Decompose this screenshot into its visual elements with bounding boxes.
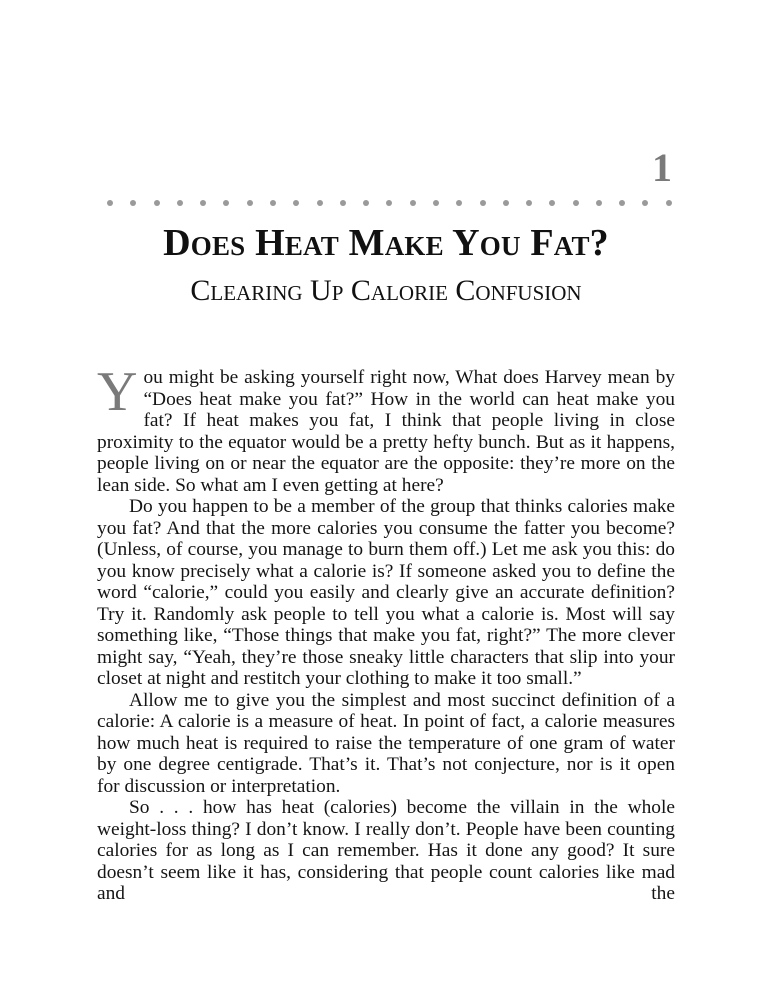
rule-dot [433,200,439,206]
rule-dot [317,200,323,206]
chapter-body [97,361,675,905]
rule-dot [642,200,648,206]
paragraph-3: Allow me to give you the simplest and most succinct definition of a calorie: A calorie is a measure of heat. In point of fact, a calorie measures how much heat is required to raise the temperature of one gram of water by one degree centigrade. That’s it. That’s not conjecture, nor is it open for discussion or interpretation. [97,689,675,797]
rule-dot [293,200,299,206]
paragraph-4: So . . . how has heat (calories) become the villain in the whole weight-loss thing? I don’t know. I really don’t. People have been counting calories for as long as I can remember. Has it done any good? It sure doesn’t seem like it has, considering that people count calories like mad and the [97,797,675,904]
rule-dot [666,200,672,206]
paragraph-1-text: ou might be asking yourself right now, What does Harvey mean by “Does heat make you fat?” How in the world can heat make you fat? If heat makes you fat, I think that people living in close proximity to the equator would be a pretty hefty bunch. But as it happens, people living on or near the equator are the opposite: they’re more on the lean side. So what am I even getting at here? [97,367,675,496]
rule-dot [526,200,532,206]
drop-cap: Y [97,361,138,423]
rule-dot [177,200,183,206]
rule-dot [200,200,206,206]
rule-dot [596,200,602,206]
paragraph-1 [97,361,675,496]
rule-dot [223,200,229,206]
rule-dot [619,200,625,206]
rule-dot [247,200,253,206]
rule-dot [480,200,486,206]
rule-dot [456,200,462,206]
rule-dot [410,200,416,206]
chapter-subtitle: Clearing Up Calorie Confusion [190,274,582,307]
dotted-rule [107,198,672,208]
rule-dot [270,200,276,206]
paragraph-2: Do you happen to be a member of the group that thinks calories make you fat? And that the more calories you consume the fatter you become? (Unless, of course, you manage to burn them off.) Let me ask you this: do you know precisely what a calorie is? If someone asked you to define the word “calorie,” could you easily and clearly give an accurate definition? Try it. Randomly ask people to tell you what a calorie is. Most will say something like, “Those things that make you fat, right?” The more clever might say, “Yeah, they’re those sneaky little characters that slip into your closet at night and restitch your clothing to make it too small.” [97,496,675,689]
rule-dot [340,200,346,206]
rule-dot [363,200,369,206]
rule-dot [573,200,579,206]
chapter-title: Does Heat Make You Fat? [163,222,609,264]
rule-dot [107,200,113,206]
rule-dot [130,200,136,206]
rule-dot [549,200,555,206]
chapter-number: 1 [652,145,672,190]
rule-dot [503,200,509,206]
rule-dot [154,200,160,206]
rule-dot [386,200,392,206]
